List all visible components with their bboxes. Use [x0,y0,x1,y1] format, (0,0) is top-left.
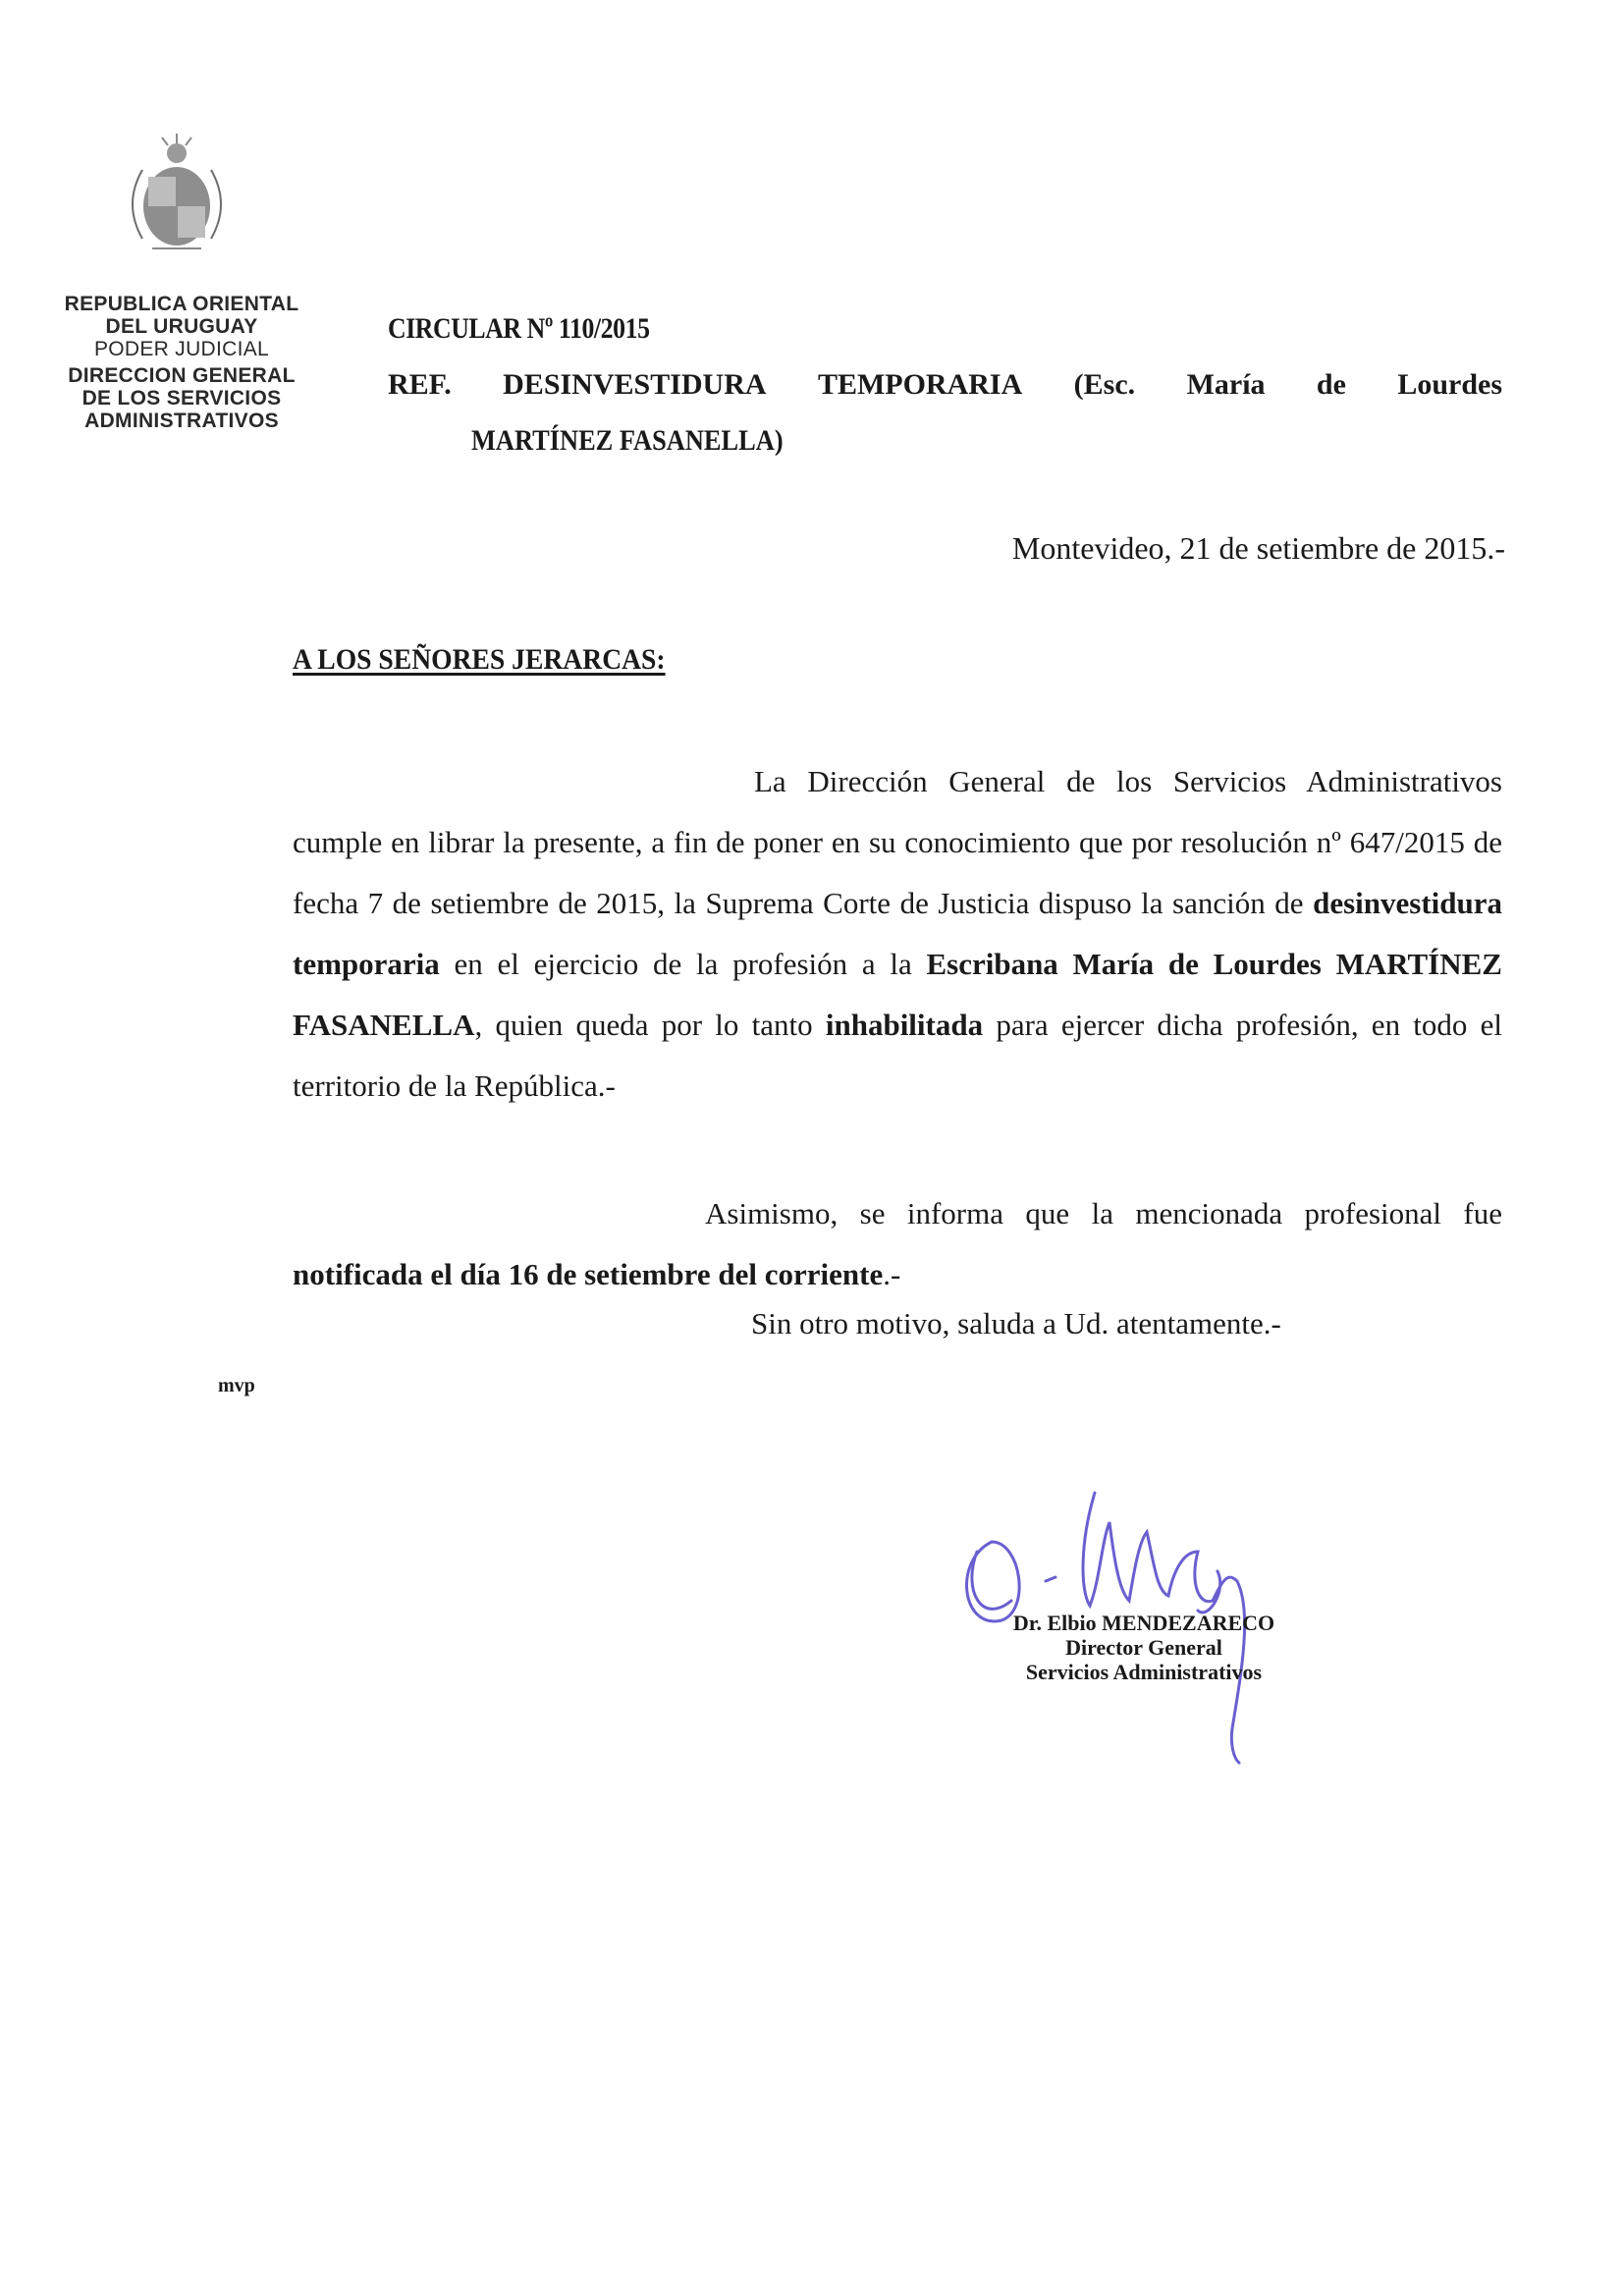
reference-line-2: MARTÍNEZ FASANELLA) [471,424,784,457]
text-run-bold: inhabilitada [825,1008,984,1042]
ref-word: de [1316,368,1346,401]
text-run-bold: Escribana María de Lourdes MARTÍNEZ FASANELLA [293,947,1502,1042]
body-paragraph-2 [293,1183,1502,1305]
agency-letterhead [39,293,324,432]
text-run-bold: desinvestidura temporaria [293,886,1502,981]
ref-word: TEMPORARIA [817,368,1023,401]
letterhead-line: REPUBLICA ORIENTAL [64,293,299,315]
reference-line [388,368,1502,402]
ref-word: REF. [388,368,452,401]
letterhead-line: ADMINISTRATIVOS [84,410,279,432]
ref-word: María [1186,368,1266,401]
body-paragraph-1 [293,751,1502,1117]
typist-initials: mvp [218,1375,255,1396]
signer-title: Director General [1065,1635,1222,1660]
letterhead-line: PODER JUDICIAL [93,338,270,360]
letterhead-line: DEL URUGUAY [105,315,258,338]
circular-number: CIRCULAR Nº 110/2015 [388,312,650,345]
date-line: Montevideo, 21 de setiembre de 2015.- [1011,530,1505,566]
text-run: La Dirección General de los Servicios Administrativos cumple en librar la presente, a fin de poner en su conocimiento que por resolución nº 647/2015 de fecha 7 de setiembre de 2015, la Suprema Corte de Justicia dispuso la sanción de [293,764,1502,920]
text-run: en el ejercicio de la profesión a la [439,947,927,981]
signer-department: Servicios Administrativos [1025,1660,1263,1684]
signature-block [967,1611,1321,1684]
ref-word: DESINVESTIDURA [503,368,767,401]
text-run: Asimismo, se informa que la mencionada profesional fue [705,1196,1502,1230]
text-run: para ejercer dicha profesión, en todo el territorio de la República.- [293,1008,1502,1103]
text-run: .- [883,1257,901,1291]
greeting: A LOS SEÑORES JERARCAS: [293,643,666,676]
signer-name: Dr. Elbio MENDEZARECO [1012,1611,1275,1635]
letterhead-line: DIRECCION GENERAL [68,364,296,387]
closing-line: Sin otro motivo, saluda a Ud. atentamente.- [751,1306,1281,1340]
ref-word: Lourdes [1397,368,1502,401]
text-run-bold: notificada el día 16 de setiembre del corriente [293,1257,884,1291]
letterhead-line: DE LOS SERVICIOS [81,387,282,410]
ref-word: (Esc. [1073,368,1136,401]
coat-of-arms-icon [103,126,250,273]
text-run: , quien queda por lo tanto [474,1008,826,1042]
